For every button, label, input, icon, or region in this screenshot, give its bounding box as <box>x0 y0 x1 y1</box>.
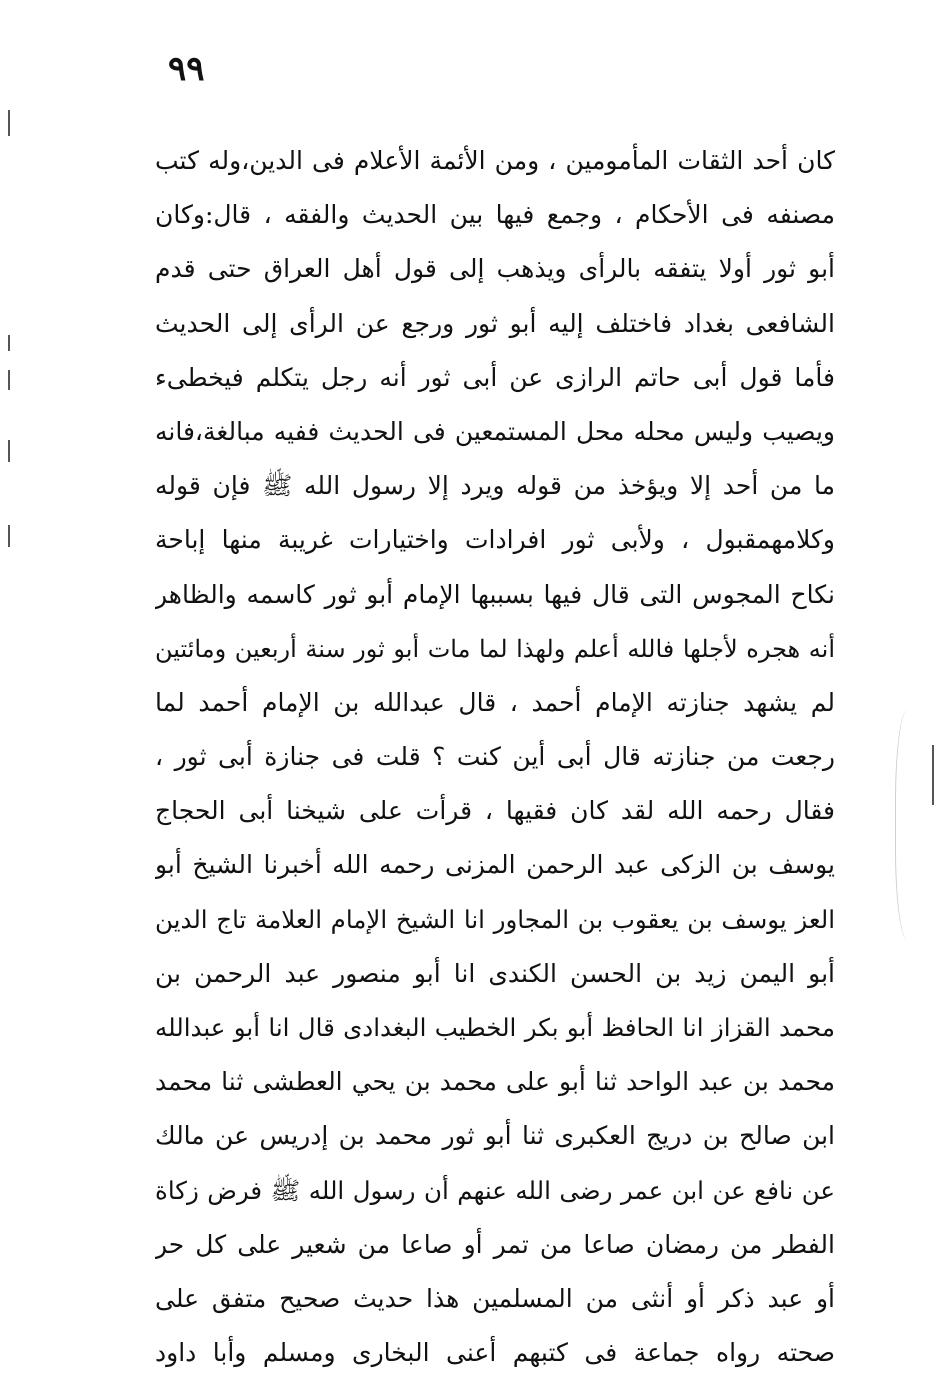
margin-mark <box>8 110 10 136</box>
text-line: أبو اليمن زيد بن الحسن الكندى انا أبو منصور عبد الرحمن بن <box>155 958 835 988</box>
text-line: ويصيب وليس محله محل المستمعين فى الحديث ففيه مبالغة،فانه <box>155 416 835 446</box>
text-line: ابن صالح بن دريج العكبرى ثنا أبو ثور محمد بن إدريس عن مالك <box>155 1121 835 1151</box>
text-line: لم يشهد جنازته الإمام أحمد ، قال عبدالله بن الإمام أحمد لما <box>155 687 835 717</box>
margin-mark <box>8 525 10 547</box>
margin-mark <box>8 370 10 390</box>
text-line: محمد بن عبد الواحد ثنا أبو على محمد بن يحي العطشى ثنا محمد <box>155 1067 835 1097</box>
text-line: مصنفه فى الأحكام ، وجمع فيها بين الحديث والفقه ، قال:وكان <box>155 200 835 230</box>
text-line: ما من أحد إلا ويؤخذ من قوله ويرد إلا رسول الله ﷺ فإن قوله <box>155 471 835 501</box>
text-line: الفطر من رمضان صاعا من تمر أو صاعا من شعير على كل حر <box>155 1229 835 1259</box>
text-line: صحته رواه جماعة فى كتبهم أعنى البخارى ومسلم وأبا داود <box>155 1338 835 1368</box>
text-line: أنه هجره لأجلها فالله أعلم ولهذا لما مات أبو ثور سنة أربعين ومائتين <box>155 634 835 663</box>
text-line: العز يوسف بن يعقوب بن المجاور انا الشيخ الإمام العلامة تاج الدين <box>155 904 835 934</box>
text-line: وكلامهمقبول ، ولأبى ثور افرادات واختيارات غريبة منها إباحة <box>155 525 835 555</box>
text-line: كان أحد الثقات المأمومين ، ومن الأئمة الأعلام فى الدين،وله كتب <box>155 146 835 175</box>
text-line: يوسف بن الزكى عبد الرحمن المزنى رحمه الله أخبرنا الشيخ أبو <box>155 850 835 880</box>
text-line: عن نافع عن ابن عمر رضى الله عنهم أن رسول الله ﷺ فرض زكاة <box>155 1175 835 1205</box>
page-number: ٩٩ <box>168 49 205 89</box>
text-line: أو عبد ذكر أو أنثى من المسلمين هذا حديث صحيح متفق على <box>155 1283 835 1313</box>
text-line: أبو ثور أولا يتفقه بالرأى ويذهب إلى قول أهل العراق حتى قدم <box>155 254 835 284</box>
text-line: فقال رحمه الله لقد كان فقيها ، قرأت على شيخنا أبى الحجاج <box>155 796 835 826</box>
text-line: نكاح المجوس التى قال فيها بسببها الإمام أبو ثور كاسمه والظاهر <box>155 579 835 609</box>
margin-mark <box>8 335 10 351</box>
text-line: محمد القزاز انا الحافظ أبو بكر الخطيب البغدادى قال انا أبو عبدالله <box>155 1013 835 1042</box>
text-line: رجعت من جنازته قال أبى أين كنت ؟ قلت فى جنازة أبى ثور ، <box>155 742 835 772</box>
body-text <box>155 134 835 1380</box>
scan-edge-shadow <box>895 710 926 940</box>
margin-mark <box>932 745 934 805</box>
text-line: الشافعى بغداد فاختلف إليه أبو ثور ورجع عن الرأى إلى الحديث <box>155 308 835 338</box>
margin-mark <box>8 440 10 462</box>
text-line: فأما قول أبى حاتم الرازى عن أبى ثور أنه رجل يتكلم فيخطىء <box>155 362 835 392</box>
